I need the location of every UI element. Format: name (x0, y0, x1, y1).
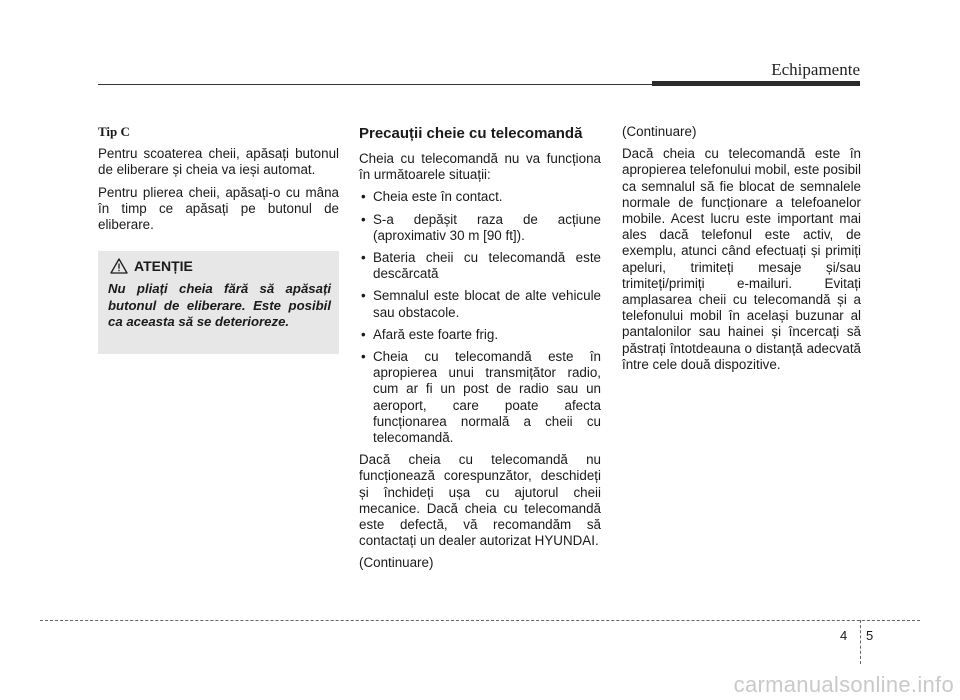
continued-label: (Continuare) (622, 124, 697, 139)
warning-box (98, 251, 339, 354)
key-fold-paragraph: Pentru plierea cheii, apăsați-o cu mâna în timp ce apăsați pe butonul de eliberare. (98, 184, 339, 233)
list-item: • Cheia este în contact. (359, 189, 601, 205)
mobile-phone-paragraph: Dacă cheia cu telecomandă este în apropierea telefonului mobil, este posibil ca semnalul să fie blocat de semnalele normale de funcționare a telefoanelor mobile. Acest lucru este important mai ales dacă telefonul este activ, de exemplu, atunci când efectuați și primiți apeluri, trimiteți mesaje și/sau trimiteți/primiți e-mailuri. Evitați amplasarea cheii cu telecomandă și a telefonului mobil în același buzunar al pantalonilor sau hainei și încercați să păstrați întotdeauna o distanță adecvată între cele două dispozitive. (622, 146, 861, 372)
footer-separator (860, 620, 861, 664)
list-item: • Cheia cu telecomandă este în apropierea unui transmițător radio, cum ar fi un post de radio sau un aeroport, care poate afecta funcționarea normală a cheii cu telecomandă. (359, 349, 601, 446)
warning-header (110, 258, 193, 274)
key-type-label: Tip C (98, 124, 130, 139)
middle-column (359, 124, 601, 578)
list-item: • S-a depășit raza de acțiune (aproximativ 30 m [90 ft]). (359, 212, 601, 244)
continue-label: (Continuare) (359, 555, 434, 571)
header-accent-bar (652, 81, 860, 86)
page-header-title: Echipamente (771, 60, 860, 79)
right-column (622, 124, 861, 379)
conditions-list (359, 189, 601, 446)
left-column (98, 124, 339, 239)
list-item: • Bateria cheii cu telecomandă este descărcată (359, 250, 601, 282)
warning-text: Nu pliați cheia fără să apăsați butonul de eliberare. Este posibil ca aceasta să se deterioreze. (108, 281, 331, 329)
section-title: Precauții cheie cu telecomandă (359, 125, 583, 142)
watermark-logo: carmanualsonline.info (733, 672, 954, 697)
warning-triangle-icon (110, 258, 128, 274)
page-number: 5 (866, 628, 874, 643)
mechanical-key-paragraph: Dacă cheia cu telecomandă nu funcționează corespunzător, deschideți și închideți ușa cu ajutorul cheii mecanice. Dacă cheia cu telecomandă este defectă, vă recomandăm să contactați un dealer autorizat HYUNDAI. (359, 452, 601, 549)
intro-paragraph: Cheia cu telecomandă nu va funcționa în următoarele situații: (359, 151, 601, 183)
warning-title: ATENȚIE (134, 258, 193, 274)
key-unfold-paragraph: Pentru scoaterea cheii, apăsați butonul de eliberare și cheia va ieși automat. (98, 146, 339, 178)
list-item: • Semnalul este blocat de alte vehicule sau obstacole. (359, 288, 601, 320)
footer-divider (40, 620, 920, 621)
chapter-number: 4 (840, 628, 848, 643)
list-item: • Afară este foarte frig. (359, 327, 601, 343)
